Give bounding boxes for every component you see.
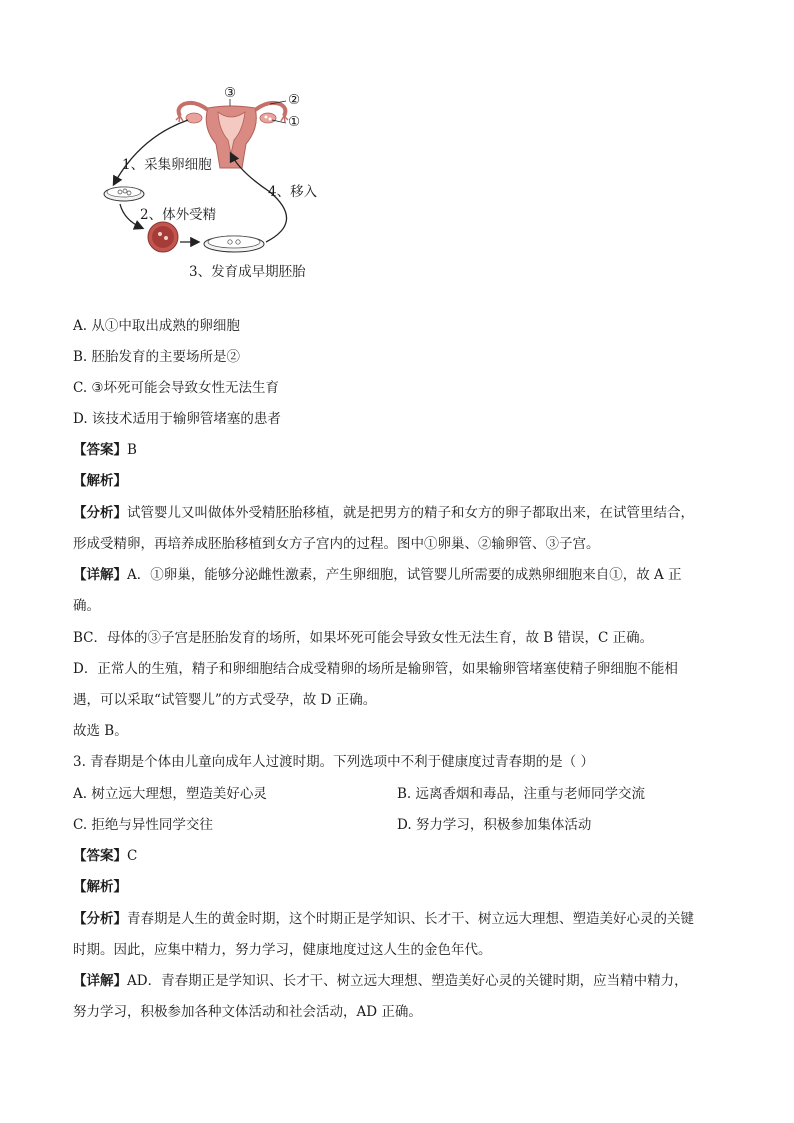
q2-option-c: C. ③坏死可能会导致女性无法生育 xyxy=(73,380,280,396)
q3-stem: 3. 青春期是个体由儿童向成年人过渡时期。下列选项中不利于健康度过青春期的是（ ） xyxy=(73,754,594,770)
fertilized-egg-icon xyxy=(148,222,178,252)
answer-value: C xyxy=(127,848,138,864)
step-4-label: 4、移入 xyxy=(268,184,318,200)
ivf-diagram-drawing xyxy=(100,82,360,287)
petri-dish-embryo-icon xyxy=(204,236,264,252)
q2-option-a: A. 从①中取出成熟的卵细胞 xyxy=(73,318,240,334)
answer-value: B xyxy=(127,442,137,458)
q3-fenxi-line-1 xyxy=(73,909,694,929)
q3-answer xyxy=(73,846,137,866)
q3-fenxi-line-2: 时期。因此，应集中精力，努力学习，健康地度过这人生的金色年代。 xyxy=(73,942,492,958)
ivf-diagram xyxy=(100,82,360,287)
q2-option-d: D. 该技术适用于输卵管堵塞的患者 xyxy=(73,411,281,427)
q2-option-b: B. 胚胎发育的主要场所是② xyxy=(73,349,241,365)
q2-fenxi-line-2: 形成受精卵，再培养成胚胎移植到女方子宫内的过程。图中①卵巢、②输卵管、③子宫。 xyxy=(73,536,600,552)
q2-xiangjie-line-1 xyxy=(73,565,682,585)
q2-fenxi-line-1 xyxy=(73,503,694,523)
q3-xiangjie-line-1 xyxy=(73,971,688,991)
marker-2: ② xyxy=(288,92,301,108)
fenxi-text: 试管婴儿又叫做体外受精胚胎移植，就是把男方的精子和女方的卵子都取出来，在试管里结合， xyxy=(127,505,694,521)
q2-xiangjie-bc: BC．母体的③子宫是胚胎发育的场所，如果坏死可能会导致女性无法生育，故 B 错误，C 正确。 xyxy=(73,630,654,646)
q3-option-d: D. 努力学习，积极参加集体活动 xyxy=(397,817,592,833)
q3-option-b: B. 远离香烟和毒品，注重与老师同学交流 xyxy=(397,786,646,802)
q2-answer xyxy=(73,440,137,460)
step-2-label: 2、体外受精 xyxy=(140,207,217,223)
xiangjie-text: A．①卵巢，能够分泌雌性激素，产生卵细胞，试管婴儿所需要的成熟卵细胞来自①，故 A 正 xyxy=(127,567,682,583)
xiangjie-text: AD．青春期正是学知识、长才干、树立远大理想、塑造美好心灵的关键时期，应当精中精力， xyxy=(127,973,688,989)
xiangjie-tag: 【详解】 xyxy=(73,567,127,583)
fenxi-tag: 【分析】 xyxy=(73,911,127,927)
q2-conclusion: 故选 B。 xyxy=(73,723,128,739)
q3-option-c: C. 拒绝与异性同学交往 xyxy=(73,817,213,833)
q2-xiangjie-line-2: 确。 xyxy=(73,598,100,614)
q3-xiangjie-line-2: 努力学习，积极参加各种文体活动和社会活动，AD 正确。 xyxy=(73,1004,422,1020)
q2-analysis-tag: 【解析】 xyxy=(73,473,127,489)
step-1-label: 1、采集卵细胞 xyxy=(122,157,212,173)
q2-xiangjie-d-2: 遇，可以采取“试管婴儿”的方式受孕，故 D 正确。 xyxy=(73,692,377,708)
marker-3: ③ xyxy=(224,85,237,101)
q3-option-a: A. 树立远大理想，塑造美好心灵 xyxy=(73,786,267,802)
q2-xiangjie-d-1: D．正常人的生殖，精子和卵细胞结合成受精卵的场所是输卵管，如果输卵管堵塞使精子卵细胞不能相 xyxy=(73,661,678,677)
xiangjie-tag: 【详解】 xyxy=(73,973,127,989)
q3-analysis-tag: 【解析】 xyxy=(73,879,127,895)
step-3-label: 3、发育成早期胚胎 xyxy=(189,264,306,280)
fenxi-text: 青春期是人生的黄金时期，这个时期正是学知识、长才干、树立远大理想、塑造美好心灵的关键 xyxy=(127,911,694,927)
fenxi-tag: 【分析】 xyxy=(73,505,127,521)
petri-dish-icon xyxy=(104,187,144,201)
answer-tag: 【答案】 xyxy=(73,848,127,864)
marker-1: ① xyxy=(288,114,301,130)
answer-tag: 【答案】 xyxy=(73,442,127,458)
